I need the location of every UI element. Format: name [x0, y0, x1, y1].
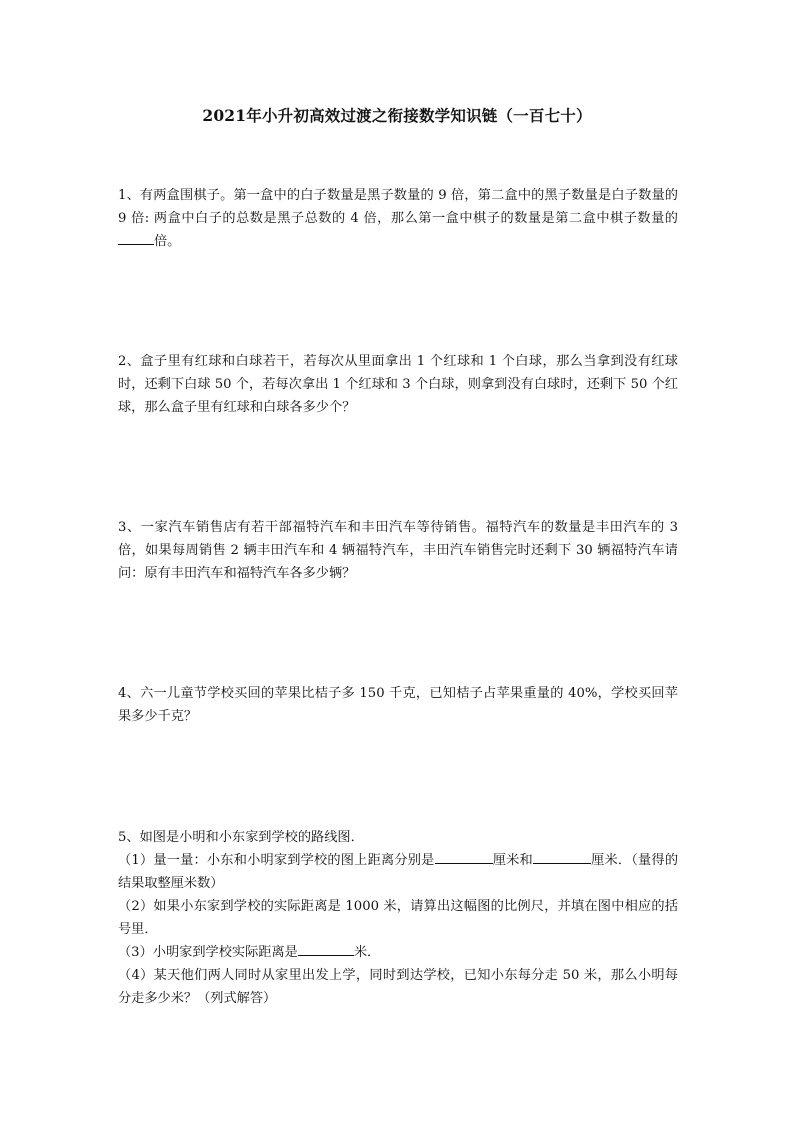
question-1-text	[118, 184, 678, 253]
answer-blank[interactable]	[118, 230, 154, 245]
question-5-part-4: （4）某天他们两人同时从家里出发上学，同时到达学校，已知小东每分走 50 米，那么小明每分走多少米？（列式解答）	[118, 968, 678, 1006]
question-5-part-3	[118, 941, 678, 964]
part-3-suffix: 米．	[353, 945, 381, 960]
question-3-text: 3、一家汽车销售店有若干部福特汽车和丰田汽车等待销售。福特汽车的数量是丰田汽车的 3 倍，如果每周销售 2 辆丰田汽车和 4 辆福特汽车，丰田汽车销售完时还剩下 30 辆福特汽车请问：原有丰田汽车和福特汽车各多少辆？	[118, 520, 678, 581]
answer-blank[interactable]	[533, 849, 591, 864]
part-1-stem: （1）量一量：小东和小明家到学校的图上距离分别是	[118, 853, 435, 868]
question-4	[118, 682, 678, 728]
question-5-intro: 5、如图是小明和小东家到学校的路线图．	[118, 830, 364, 845]
answer-blank[interactable]	[298, 941, 354, 956]
question-1-stem: 1、有两盒围棋子。第一盒中的白子数量是黑子数量的 9 倍，第二盒中的黑子数量是白子数量的 9 倍: 两盒中白子的总数是黑子总数的 4 倍，那么第一盒中棋子的数量是第二盒中棋子数量的	[118, 188, 678, 226]
question-5-part-2: （2）如果小东家到学校的实际距离是 1000 米，请算出这幅图的比例尺，并填在图中相应的括号里．	[118, 899, 678, 937]
question-5	[118, 826, 678, 1010]
question-1-suffix: 倍。	[154, 234, 181, 249]
question-3	[118, 516, 678, 585]
part-3-stem: （3）小明家到学校实际距离是	[118, 945, 298, 960]
question-2-text: 2、盒子里有红球和白球若干，若每次从里面拿出 1 个红球和 1 个白球，那么当拿到没有红球时，还剩下白球 50 个，若每次拿出 1 个红球和 3 个白球，则拿到没有白球时，还剩下 50 个红球，那么盒子里有红球和白球各多少个？	[118, 354, 678, 415]
answer-blank[interactable]	[435, 849, 493, 864]
question-5-part-1	[118, 849, 678, 895]
part-1-middle: 厘米和	[492, 853, 533, 868]
part-1-suffix: 厘米．（量得的结果取整厘米数）	[118, 853, 679, 891]
question-2	[118, 350, 678, 419]
page-title: 2021年小升初高效过渡之衔接数学知识链（一百七十）	[202, 106, 592, 125]
question-1	[118, 184, 678, 253]
question-4-text: 4、六一儿童节学校买回的苹果比桔子多 150 千克，已知桔子占苹果重量的 40%，学校买回苹果多少千克？	[118, 686, 678, 724]
